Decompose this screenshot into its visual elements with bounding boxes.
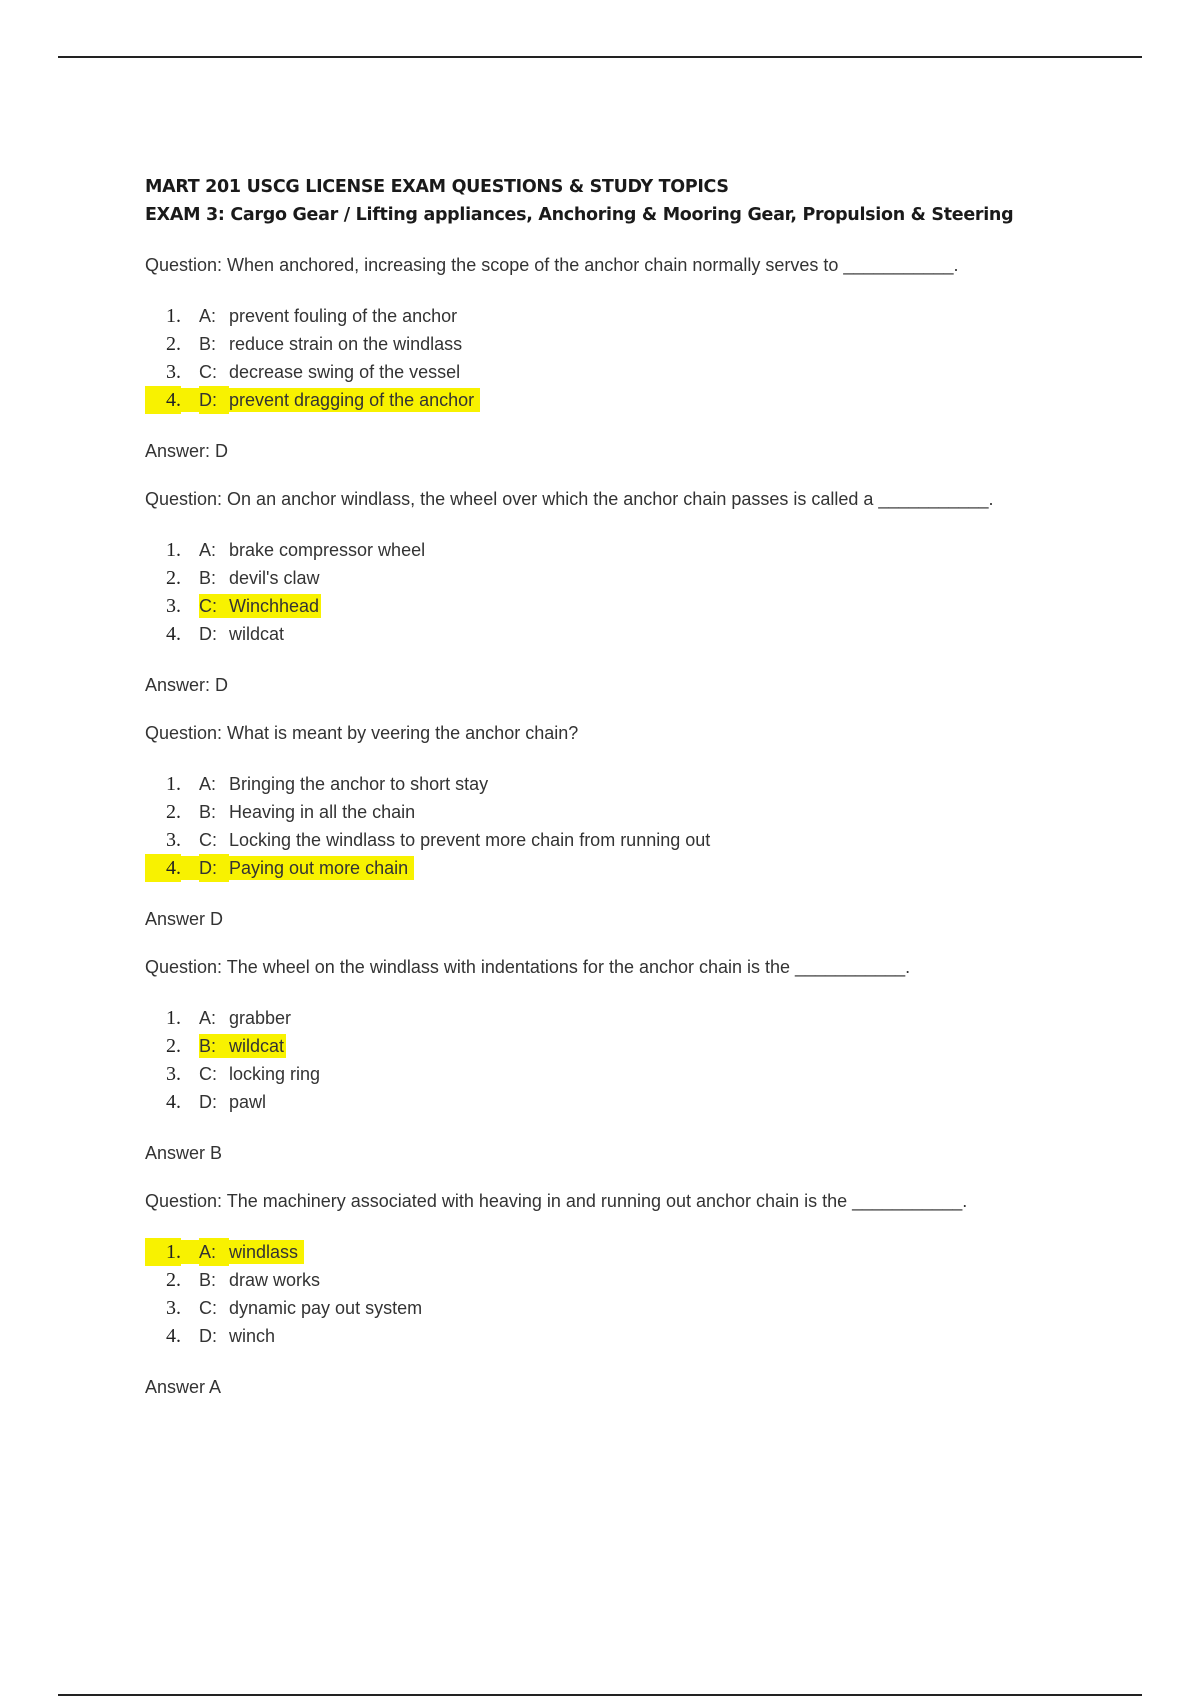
- question-block: [145, 253, 1145, 463]
- option-list: [145, 1004, 1145, 1116]
- option-text: prevent fouling of the anchor: [229, 306, 458, 326]
- answer-text: Answer B: [145, 1143, 223, 1163]
- option-letter: B:: [199, 568, 217, 588]
- option-number: 3.: [166, 361, 181, 383]
- option-number: 1.: [166, 1007, 181, 1029]
- option-item: [145, 564, 1145, 592]
- option-letter: D:: [199, 386, 229, 414]
- option-letter: C:: [199, 1064, 217, 1084]
- option-text: devil's claw: [229, 568, 320, 588]
- answer-highlight: [145, 1240, 304, 1264]
- option-letter: D:: [199, 624, 217, 644]
- option-text: prevent dragging of the anchor: [229, 390, 475, 410]
- option-list: [145, 770, 1145, 882]
- option-number: 1.: [166, 773, 181, 795]
- option-letter: C:: [199, 830, 217, 850]
- option-item: [145, 826, 1145, 854]
- question-block: [145, 721, 1145, 931]
- option-text: Paying out more chain: [229, 858, 409, 878]
- option-item: [145, 302, 1145, 330]
- option-letter: B:: [199, 1036, 217, 1056]
- option-item: [145, 620, 1145, 648]
- document-body: [145, 173, 1145, 1399]
- option-letter: B:: [199, 802, 217, 822]
- option-letter: B:: [199, 1270, 217, 1290]
- option-text: Bringing the anchor to short stay: [229, 774, 489, 794]
- option-item: [145, 1322, 1145, 1350]
- option-item: [145, 798, 1145, 826]
- option-list: [145, 302, 1145, 414]
- option-text: locking ring: [229, 1064, 321, 1084]
- option-text: Winchhead: [229, 596, 320, 616]
- answer-text: Answer A: [145, 1377, 222, 1397]
- question-text: Question: The wheel on the windlass with indentations for the anchor chain is the ___________.: [145, 957, 911, 977]
- option-number: 2.: [166, 1035, 181, 1057]
- option-text: Heaving in all the chain: [229, 802, 416, 822]
- option-number: 3.: [166, 829, 181, 851]
- question-block: [145, 487, 1145, 697]
- option-item: [145, 536, 1145, 564]
- option-number: 4.: [145, 854, 181, 882]
- option-item: [145, 1294, 1145, 1322]
- option-letter: A:: [199, 540, 217, 560]
- option-item: [145, 358, 1145, 386]
- option-number: 2.: [166, 1269, 181, 1291]
- option-text: wildcat: [229, 1036, 285, 1056]
- option-letter: D:: [199, 1326, 217, 1346]
- option-letter: B:: [199, 334, 217, 354]
- option-text: winch: [229, 1326, 276, 1346]
- option-letter: C:: [199, 362, 217, 382]
- option-number: 2.: [166, 801, 181, 823]
- document-title: MART 201 USCG LICENSE EXAM QUESTIONS & STUDY TOPICS: [145, 177, 729, 197]
- option-item: [145, 854, 1145, 882]
- option-text: Locking the windlass to prevent more chain from running out: [229, 830, 711, 850]
- option-item: [145, 592, 1145, 620]
- answer-text: Answer: D: [145, 441, 229, 461]
- option-number: 1.: [166, 305, 181, 327]
- option-number: 2.: [166, 567, 181, 589]
- option-letter: A:: [199, 306, 217, 326]
- option-item: [145, 1032, 1145, 1060]
- option-number: 3.: [166, 595, 181, 617]
- option-text: grabber: [229, 1008, 292, 1028]
- question-text: Question: What is meant by veering the anchor chain?: [145, 723, 579, 743]
- option-number: 2.: [166, 333, 181, 355]
- option-item: [145, 1266, 1145, 1294]
- document-subtitle: EXAM 3: Cargo Gear / Lifting appliances, Anchoring & Mooring Gear, Propulsion & Steering: [145, 205, 1014, 225]
- option-text: wildcat: [229, 624, 285, 644]
- option-number: 4.: [166, 1325, 181, 1347]
- answer-highlight: [145, 856, 414, 880]
- option-letter: C:: [199, 596, 217, 616]
- option-item: [145, 330, 1145, 358]
- option-letter: A:: [199, 774, 217, 794]
- option-letter: C:: [199, 1298, 217, 1318]
- option-item: [145, 770, 1145, 798]
- answer-text: Answer: D: [145, 675, 229, 695]
- option-text: dynamic pay out system: [229, 1298, 423, 1318]
- option-letter: A:: [199, 1238, 229, 1266]
- option-text: pawl: [229, 1092, 267, 1112]
- option-letter: A:: [199, 1008, 217, 1028]
- answer-highlight: [199, 1034, 286, 1058]
- answer-highlight: [145, 388, 480, 412]
- question-block: [145, 1189, 1145, 1399]
- option-letter: D:: [199, 1092, 217, 1112]
- answer-highlight: [199, 594, 321, 618]
- option-item: [145, 1060, 1145, 1088]
- option-list: [145, 536, 1145, 648]
- option-number: 3.: [166, 1297, 181, 1319]
- option-item: [145, 1088, 1145, 1116]
- option-list: [145, 1238, 1145, 1350]
- option-text: windlass: [229, 1242, 299, 1262]
- question-list: [145, 253, 1145, 1399]
- question-text: Question: On an anchor windlass, the wheel over which the anchor chain passes is called a ___________.: [145, 489, 994, 509]
- answer-text: Answer D: [145, 909, 224, 929]
- footer-rule: [58, 1694, 1142, 1696]
- option-number: 3.: [166, 1063, 181, 1085]
- question-text: Question: The machinery associated with heaving in and running out anchor chain is the ___________.: [145, 1191, 968, 1211]
- question-block: [145, 955, 1145, 1165]
- option-text: draw works: [229, 1270, 321, 1290]
- option-item: [145, 386, 1145, 414]
- option-number: 4.: [166, 623, 181, 645]
- option-item: [145, 1004, 1145, 1032]
- option-text: reduce strain on the windlass: [229, 334, 463, 354]
- option-item: [145, 1238, 1145, 1266]
- option-letter: D:: [199, 854, 229, 882]
- header-rule: [58, 56, 1142, 58]
- option-text: brake compressor wheel: [229, 540, 426, 560]
- question-text: Question: When anchored, increasing the scope of the anchor chain normally serves to ___________.: [145, 255, 959, 275]
- option-number: 1.: [145, 1238, 181, 1266]
- option-number: 4.: [166, 1091, 181, 1113]
- option-number: 4.: [145, 386, 181, 414]
- option-number: 1.: [166, 539, 181, 561]
- option-text: decrease swing of the vessel: [229, 362, 461, 382]
